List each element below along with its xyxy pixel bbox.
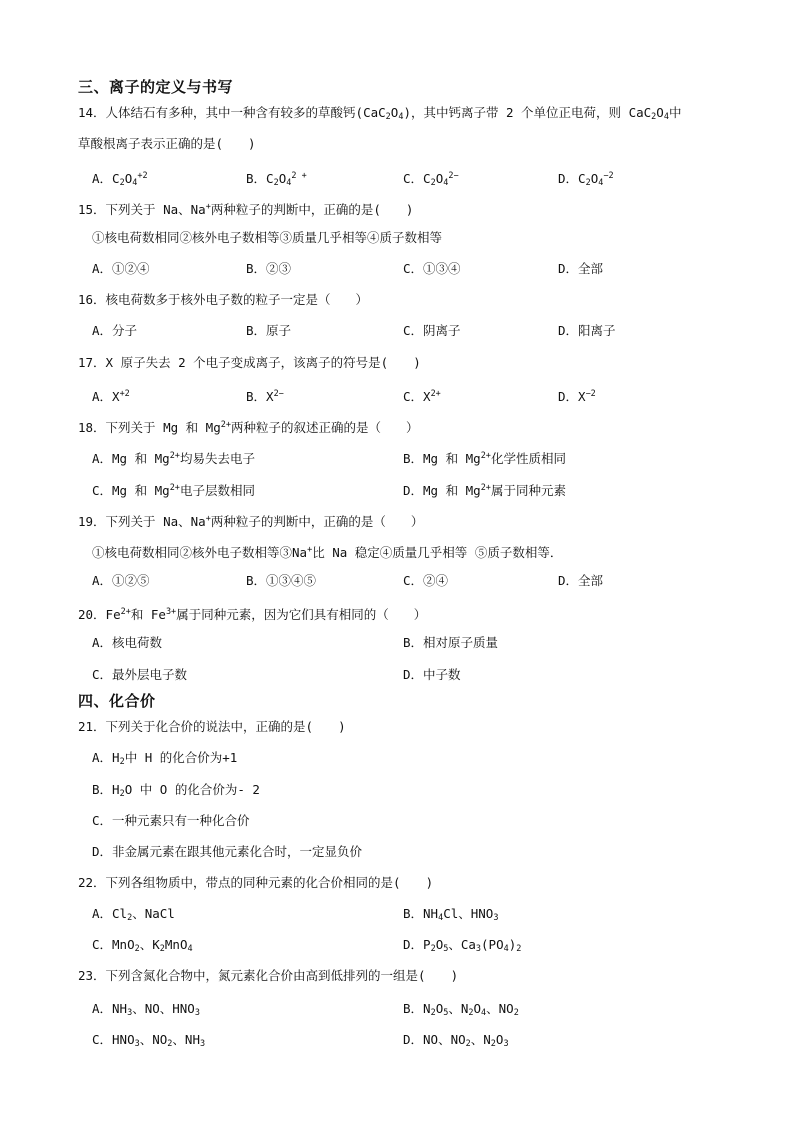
q15-conditions: ①核电荷数相同②核外电子数相等③质量几乎相等④质子数相等	[92, 230, 443, 245]
q20-stem: 20．$Fe^{2+}$和 $Fe^{3+}$属于同种元素，因为它们具有相同的（ ）	[78, 607, 427, 622]
q15-option-a: A．①②④	[92, 261, 150, 276]
q14-stem: 14．人体结石有多种，其中一种含有较多的草酸钙$(CaC_2O_4)$，其中钙离子带 2 个单位正电荷，则 $CaC_2O_4$中	[78, 105, 682, 122]
q21-option-b: B．$H_2O$ 中 O 的化合价为- 2	[92, 782, 260, 799]
q23-option-d: D．NO、$NO_2$、$N_2O_3$	[403, 1032, 509, 1049]
q19-option-d: D．全部	[558, 573, 604, 588]
q16-stem: 16．核电荷数多于核外电子数的粒子一定是（ ）	[78, 292, 369, 307]
q22-stem: 22．下列各组物质中，带点的同种元素的化合价相同的是( )	[78, 875, 434, 890]
q17-option-c: C．$X^{2+}$	[403, 389, 441, 404]
q21-option-d: D．非金属元素在跟其他元素化合时，一定显负价	[92, 844, 363, 859]
q16-option-b: B．原子	[246, 323, 292, 338]
q16-option-d: D．阳离子	[558, 323, 616, 338]
q18-option-c: C．Mg 和 $Mg^{2+}$电子层数相同	[92, 483, 255, 498]
q20-option-a: A．核电荷数	[92, 635, 163, 650]
q14-option-b: B．$C_2O_4^{2 +}$	[246, 171, 307, 188]
q18-option-d: D．Mg 和 $Mg^{2+}$属于同种元素	[403, 483, 566, 498]
section-heading-ions: 三、离子的定义与书写	[78, 78, 234, 96]
q22-option-d: D．$P_2O_5$、$Ca_3(PO_4)_2$	[403, 937, 522, 954]
q18-option-b: B．Mg 和 $Mg^{2+}$化学性质相同	[403, 451, 566, 466]
q17-option-b: B．$X^{2-}$	[246, 389, 284, 404]
q23-stem: 23．下列含氮化合物中，氮元素化合价由高到低排列的一组是( )	[78, 968, 459, 983]
q17-option-d: D．$X^{-2}$	[558, 389, 596, 404]
q20-option-b: B．相对原子质量	[403, 635, 499, 650]
q19-option-b: B．①③④⑤	[246, 573, 317, 588]
q22-option-a: A．$Cl_2$、NaCl	[92, 906, 175, 923]
q17-option-a: A．$X^{+2}$	[92, 389, 130, 404]
q21-option-c: C．一种元素只有一种化合价	[92, 813, 250, 828]
q19-stem: 19．下列关于 Na、Na+两种粒子的判断中，正确的是（ ）	[78, 514, 424, 529]
q15-option-b: B．②③	[246, 261, 292, 276]
q22-option-c: C．MnO$_2$、$K_2MnO_4$	[92, 937, 193, 954]
section-heading-valence: 四、化合价	[78, 692, 156, 710]
q21-stem: 21．下列关于化合价的说法中，正确的是( )	[78, 719, 346, 734]
q17-stem: 17．X 原子失去 2 个电子变成离子，该离子的符号是( )	[78, 355, 421, 370]
q16-option-a: A．分子	[92, 323, 138, 338]
q22-option-b: B．$NH_4Cl$、$HNO_3$	[403, 906, 499, 923]
q20-option-d: D．中子数	[403, 667, 461, 682]
q19-conditions: ①核电荷数相同②核外电子数相等③Na+比 Na 稳定④质量几乎相等 ⑤质子数相等．	[92, 545, 563, 560]
q14-stem-line2: 草酸根离子表示正确的是( )	[78, 136, 256, 151]
q21-option-a: A．$H_2$中 H 的化合价为+1	[92, 750, 238, 767]
q14-option-a: A．$C_2O_4^{+2}$	[92, 171, 148, 188]
q23-option-a: A．$NH_3$、NO、$HNO_3$	[92, 1001, 200, 1018]
q14-option-c: C．$C_2O_4^{2-}$	[403, 171, 459, 188]
q14-option-d: D．$C_2O_4^{-2}$	[558, 171, 614, 188]
q15-stem: 15．下列关于 Na、Na+两种粒子的判断中，正确的是( )	[78, 202, 414, 217]
q16-option-c: C．阴离子	[403, 323, 461, 338]
q19-option-c: C．②④	[403, 573, 449, 588]
q23-option-c: C．$HNO_3$、$NO_2$、$NH_3$	[92, 1032, 206, 1049]
q19-option-a: A．①②⑤	[92, 573, 150, 588]
q18-stem: 18．下列关于 Mg 和 $Mg^{2+}$两种粒子的叙述正确的是（ ）	[78, 420, 419, 435]
q15-option-c: C．①③④	[403, 261, 461, 276]
q23-option-b: B．$N_2O_5$、$N_2O_4$、$NO_2$	[403, 1001, 519, 1018]
q15-option-d: D．全部	[558, 261, 604, 276]
q20-option-c: C．最外层电子数	[92, 667, 188, 682]
q18-option-a: A．Mg 和 $Mg^{2+}$均易失去电子	[92, 451, 255, 466]
